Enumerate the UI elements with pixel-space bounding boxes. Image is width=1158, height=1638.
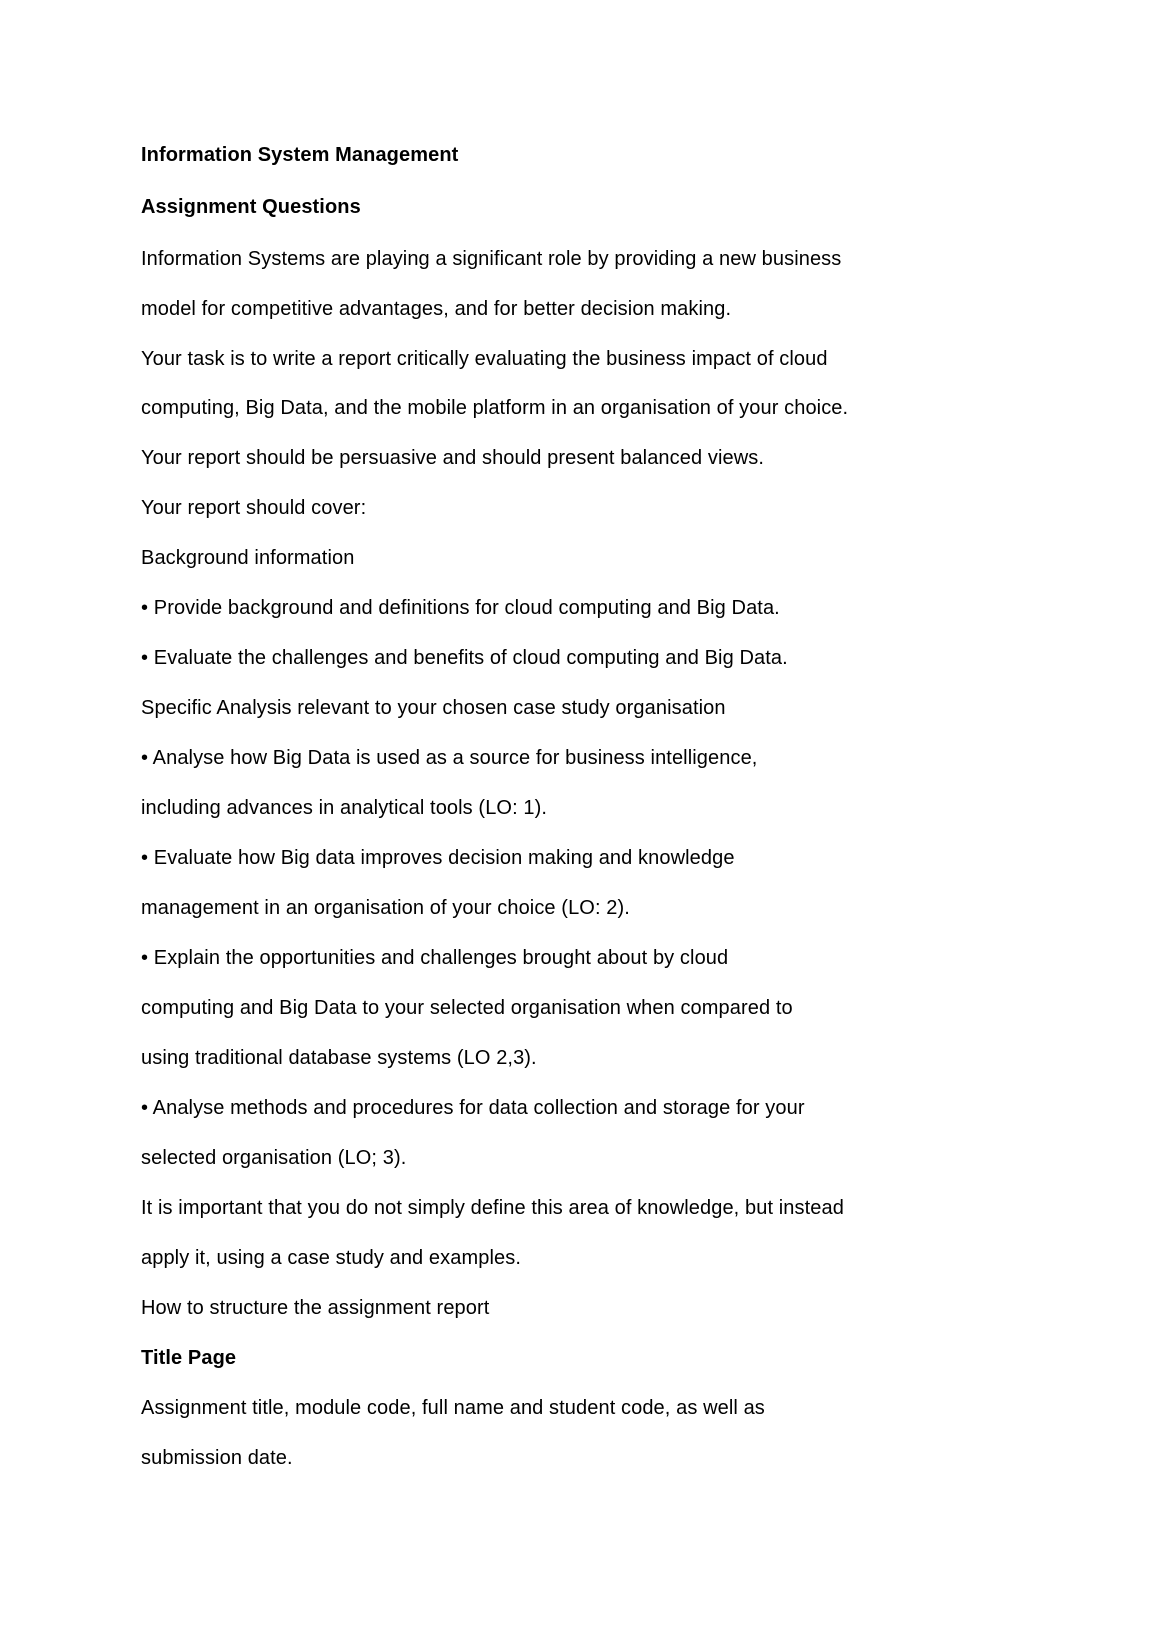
paragraph-line: apply it, using a case study and examples. (141, 1247, 521, 1269)
bullet-item: • Evaluate the challenges and benefits of cloud computing and Big Data. (141, 647, 788, 669)
paragraph-line: model for competitive advantages, and for better decision making. (141, 298, 732, 320)
bullet-item: • Evaluate how Big data improves decision making and knowledge (141, 847, 735, 869)
bullet-continuation: computing and Big Data to your selected organisation when compared to (141, 997, 793, 1019)
paragraph-line: Your report should cover: (141, 497, 367, 519)
bullet-continuation: management in an organisation of your choice (LO: 2). (141, 897, 630, 919)
bullet-item: • Explain the opportunities and challenges brought about by cloud (141, 947, 729, 969)
paragraph-line: It is important that you do not simply define this area of knowledge, but instead (141, 1197, 844, 1219)
bullet-item: • Analyse how Big Data is used as a source for business intelligence, (141, 747, 758, 769)
bullet-continuation: selected organisation (LO; 3). (141, 1147, 407, 1169)
paragraph-line: computing, Big Data, and the mobile platform in an organisation of your choice. (141, 397, 849, 419)
paragraph-line: How to structure the assignment report (141, 1297, 490, 1319)
bullet-continuation: using traditional database systems (LO 2,3). (141, 1047, 537, 1069)
bullet-item: • Analyse methods and procedures for data collection and storage for your (141, 1097, 805, 1119)
paragraph-line: Information Systems are playing a significant role by providing a new business (141, 248, 842, 270)
bullet-continuation: including advances in analytical tools (LO: 1). (141, 797, 548, 819)
document-subtitle: Assignment Questions (141, 196, 361, 218)
section-label: Specific Analysis relevant to your chosen case study organisation (141, 697, 726, 719)
section-label: Background information (141, 547, 355, 569)
bullet-item: • Provide background and definitions for cloud computing and Big Data. (141, 597, 780, 619)
document-title: Information System Management (141, 144, 459, 166)
paragraph-line: Your task is to write a report critically evaluating the business impact of cloud (141, 348, 828, 370)
section-heading: Title Page (141, 1347, 237, 1369)
paragraph-line: Your report should be persuasive and should present balanced views. (141, 447, 765, 469)
paragraph-line: Assignment title, module code, full name and student code, as well as (141, 1397, 765, 1419)
paragraph-line: submission date. (141, 1447, 293, 1469)
